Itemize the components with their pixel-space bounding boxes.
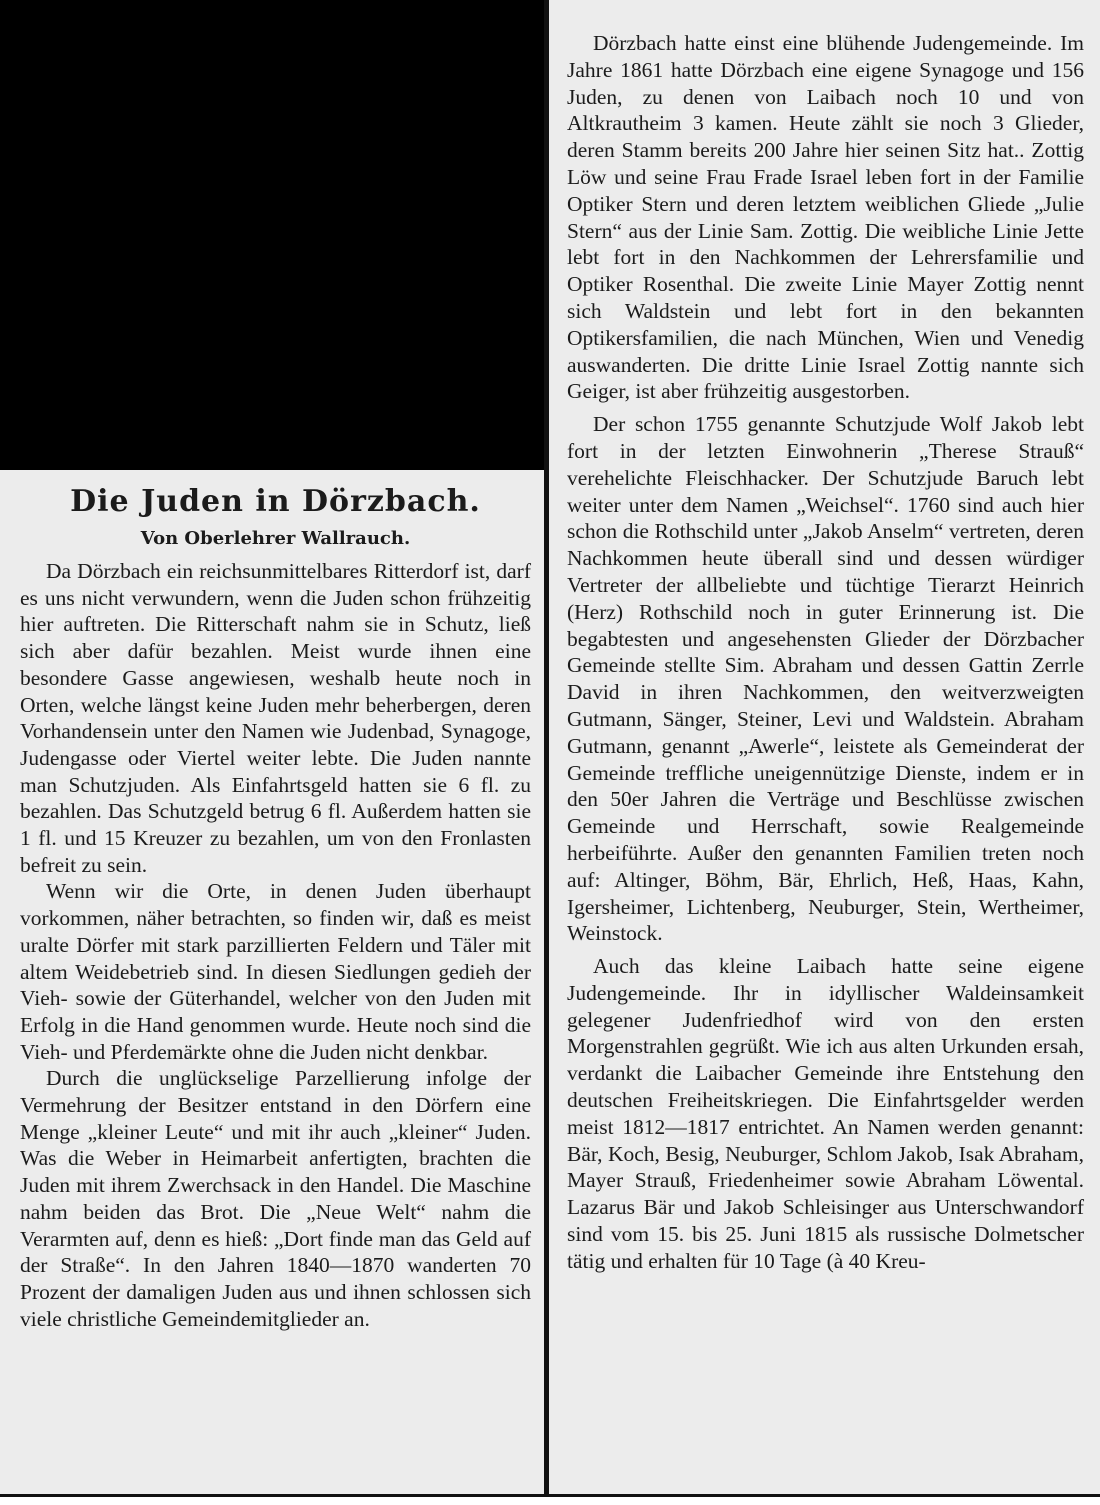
- paragraph: Da Dörzbach ein reichsunmittelbares Ritterdorf ist, darf es uns nicht verwundern, wenn die Juden schon frühzeitig hier auftreten. Die Ritterschaft nahm sie in Schutz, ließ sich aber dafür bezahlen. Meist wurde ihnen eine besondere Gasse angewiesen, weshalb heute noch in Orten, welche längst keine Juden mehr beherbergen, deren Vorhandensein unter den Namen wie Judenbad, Synagoge, Judengasse oder Viertel weiter lebte. Die Juden nannte man Schutzjuden. Als Einfahrtsgeld hatten sie 6 fl. zu bezahlen. Das Schutzgeld betrug 6 fl. Außerdem hatten sie 1 fl. und 15 Kreuzer zu bezahlen, um von den Fronlasten befreit zu sein.: [20, 559, 531, 877]
- article-byline: Von Oberlehrer Wallrauch.: [140, 528, 411, 549]
- paragraph: Der schon 1755 genannte Schutzjude Wolf Jakob lebt fort in der letzten Einwohnerin „Therese Strauß“ verehelichte Fleischhacker. Der Schutzjude Baruch lebt weiter unter dem Namen „Weichsel“. 1760 sind auch hier schon die Rothschild unter „Jakob Anselm“ vertreten, deren Nachkommen heute überall sind und dessen würdiger Vertreter der allbeliebte und tüchtige Tierarzt Heinrich (Herz) Rothschild noch in guter Erinnerung ist. Die begabtesten und angesehensten Glieder der Dörzbacher Gemeinde stellte Sim. Abraham und dessen Gattin Zerrle David in ihren Nachkommen, den weitverzweigten Gutmann, Sänger, Steiner, Levi und Waldstein. Abraham Gutmann, genannt „Awerle“, leistete als Gemeinderat der Gemeinde treffliche uneigennützige Dienste, indem er in den 50er Jahren die Verträge und Beschlüsse zwischen Gemeinde und Herrschaft, sowie Realgemeinde herbeiführte. Außer den genannten Familien treten noch auf: Altinger, Böhm, Bär, Ehrlich, Heß, Haas, Kahn, Igersheimer, Lichtenberg, Neuburger, Stein, Wertheimer, Weinstock.: [567, 412, 1084, 946]
- bottom-rule: [0, 1494, 1100, 1505]
- blank-black-area: [0, 0, 545, 470]
- paragraph: Durch die unglückselige Parzellierung infolge der Vermehrung der Besitzer entstand in den Dörfern eine Menge „kleiner Leute“ und mit ihr auch „kleiner“ Juden. Was die Weber in Heimarbeit anfertigten, brachten die Juden mit ihrem Zwerchsack in den Handel. Die Maschine nahm beiden das Brot. Die „Neue Welt“ nahm die Verarmten auf, denn es hieß: „Dort finde man das Geld auf der Straße“. In den Jahren 1840—1870 wanderten 70 Prozent der damaligen Juden aus und ihnen schlossen sich viele christliche Gemeindemitglieder an.: [20, 1066, 531, 1331]
- paragraph: Wenn wir die Orte, in denen Juden überhaupt vorkommen, näher betrachten, so finden wir, daß es meist uralte Dörfer mit stark parzillierten Feldern und Täler mit altem Weidebetrieb sind. In diesen Siedlungen gedieh der Vieh- sowie der Güterhandel, welcher von den Juden mit Erfolg in die Hand genommen wurde. Heute noch sind die Vieh- und Pferdemärkte ohne die Juden nicht denkbar.: [20, 879, 531, 1064]
- left-column: [0, 470, 545, 1495]
- right-column: [549, 0, 1100, 1495]
- article-title: Die Juden in Dörzbach.: [70, 484, 481, 519]
- paragraph: Dörzbach hatte einst eine blühende Judengemeinde. Im Jahre 1861 hatte Dörzbach eine eigene Synagoge und 156 Juden, zu denen von Laibach noch 10 und von Altkrautheim 3 kamen. Heute zählt sie noch 3 Glieder, deren Stamm bereits 200 Jahre hier seinen Sitz hat.. Zottig Löw und seine Frau Frade Israel leben fort in der Familie Optiker Stern und deren letztem weiblichen Gliede „Julie Stern“ aus der Linie Sam. Zottig. Die weibliche Linie Jette lebt fort in den Nachkommen der Lehrersfamilie und Optiker Rosenthal. Die zweite Linie Mayer Zottig nennt sich Waldstein und lebt fort in den bekannten Optikersfamilien, die nach München, Wien und Venedig auswanderten. Die dritte Linie Israel Zottig nannte sich Geiger, ist aber frühzeitig ausgestorben.: [567, 31, 1084, 404]
- paragraph: Auch das kleine Laibach hatte seine eigene Judengemeinde. Ihr in idyllischer Waldeinsamkeit gelegener Judenfriedhof wird von den ersten Morgenstrahlen gegrüßt. Wie ich aus alten Urkunden ersah, verdankt die Laibacher Gemeinde ihre Entstehung den deutschen Freiheitskriegen. Die Einfahrtsgelder werden meist 1812—1817 entrichtet. An Namen werden genannt: Bär, Koch, Besig, Neuburger, Schlom Jakob, Isak Abraham, Mayer Strauß, Friedenheimer sowie Abraham Löwental. Lazarus Bär und Jakob Schleisinger aus Unterschwandorf sind vom 15. bis 25. Juni 1815 als russische Dolmetscher tätig und erhalten für 10 Tage (à 40 Kreu-: [567, 954, 1084, 1273]
